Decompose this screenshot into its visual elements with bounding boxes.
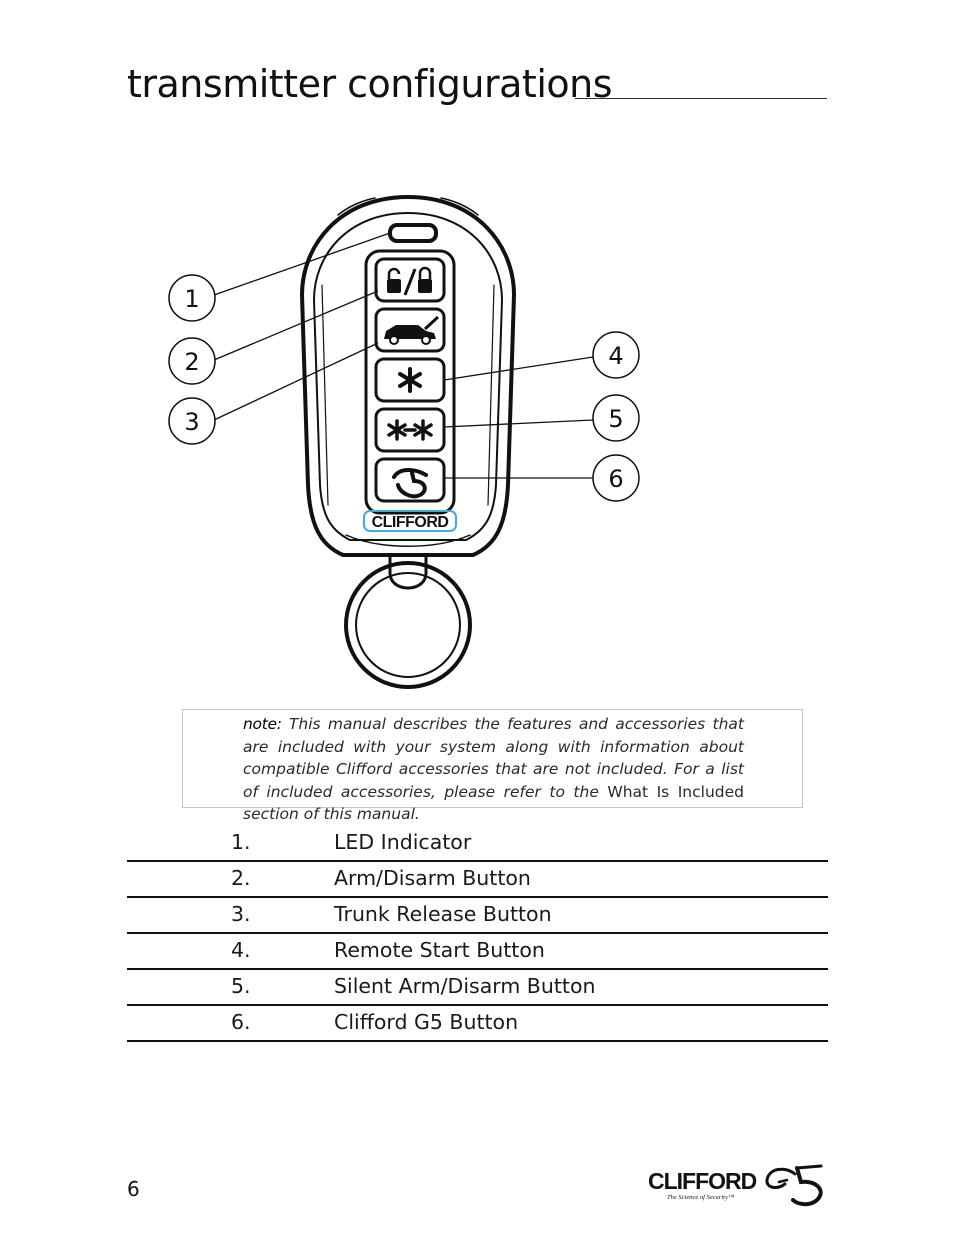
svg-text:3: 3 xyxy=(184,408,200,436)
note-body-end: section of this manual. xyxy=(243,805,420,824)
callout-6 xyxy=(593,455,639,501)
legend-number: 5. xyxy=(231,974,251,998)
footer-brand: CLIFFORD xyxy=(648,1168,757,1194)
svg-text:1: 1 xyxy=(184,285,200,313)
remote-start-button xyxy=(376,359,444,401)
callout-3 xyxy=(169,398,215,444)
legend-label: LED Indicator xyxy=(334,830,472,854)
callout-5 xyxy=(593,395,639,441)
legend-table xyxy=(127,826,828,1042)
footer-logo xyxy=(645,1160,830,1210)
callout-2 xyxy=(169,338,215,384)
legend-number: 1. xyxy=(231,830,251,854)
trunk-release-button xyxy=(376,309,444,351)
note-body: This manual describes the features and accessories that are included with your system along with information about compatible Clifford accessories that are not included. For a list of included accessories, please refer to the xyxy=(243,715,744,801)
arm-disarm-button xyxy=(376,259,444,301)
legend-number: 2. xyxy=(231,866,251,890)
svg-text:4: 4 xyxy=(608,342,624,370)
legend-row xyxy=(127,826,828,862)
page-title: transmitter configurations xyxy=(127,62,613,106)
legend-row xyxy=(127,862,828,898)
legend-number: 3. xyxy=(231,902,251,926)
legend-label: Silent Arm/Disarm Button xyxy=(334,974,596,998)
footer-tagline: The Science of Security™ xyxy=(667,1194,735,1201)
svg-text:2: 2 xyxy=(184,348,200,376)
led-indicator xyxy=(390,225,436,241)
legend-label: Trunk Release Button xyxy=(334,902,552,926)
legend-label: Clifford G5 Button xyxy=(334,1010,519,1034)
svg-text:6: 6 xyxy=(608,465,624,493)
legend-row xyxy=(127,1006,828,1042)
legend-label: Remote Start Button xyxy=(334,938,545,962)
legend-number: 6. xyxy=(231,1010,251,1034)
legend-label: Arm/Disarm Button xyxy=(334,866,531,890)
note-reference: What Is Included xyxy=(607,782,744,801)
legend-number: 4. xyxy=(231,938,251,962)
legend-row xyxy=(127,970,828,1006)
fob-brand-text: CLIFFORD xyxy=(371,514,449,531)
svg-text:5: 5 xyxy=(608,405,624,433)
note-text xyxy=(243,713,744,826)
legend-row xyxy=(127,898,828,934)
g5-button xyxy=(376,459,444,501)
title-rule xyxy=(575,98,827,99)
silent-arm-disarm-button xyxy=(376,409,444,451)
legend-row xyxy=(127,934,828,970)
page-number: 6 xyxy=(127,1177,140,1201)
callout-1 xyxy=(169,275,215,321)
callout-4 xyxy=(593,332,639,378)
transmitter-diagram xyxy=(150,185,670,695)
note-label: note: xyxy=(243,715,282,733)
g5-logo-icon xyxy=(767,1166,821,1204)
